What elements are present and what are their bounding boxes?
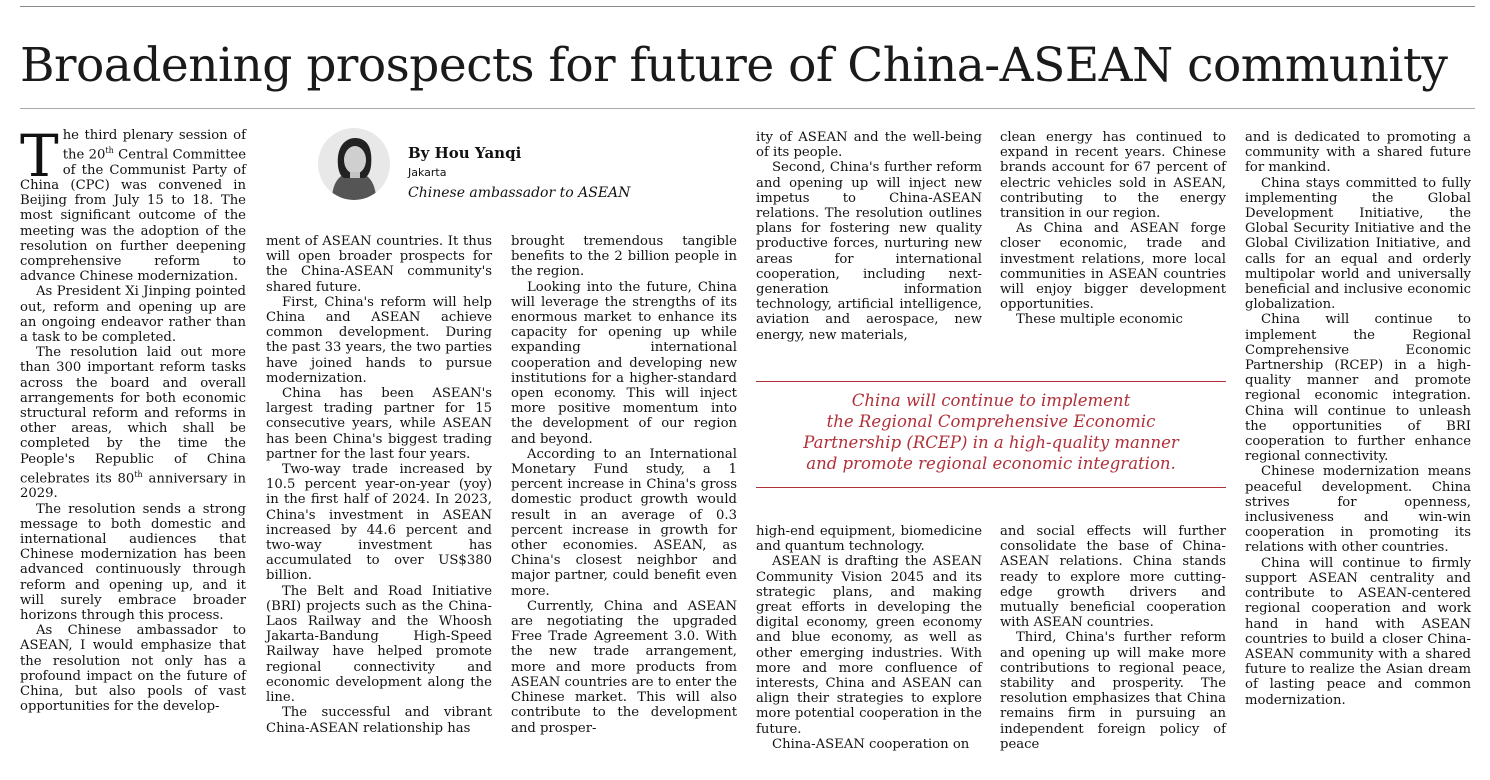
article-column-2 (266, 234, 492, 736)
byline (318, 128, 738, 223)
headline: Broadening prospects for future of China-ASEAN community (20, 38, 1448, 93)
pull-quote-line: and promote regional economic integration. (806, 454, 1176, 473)
paragraph: and social effects will further consolidate the base of China-ASEAN relations. China stands ready to explore more cutting-edge growth drivers and mutually beneficial cooperation with ASEAN countries. (1000, 524, 1226, 631)
pull-quote-line: China will continue to implement (851, 391, 1131, 410)
paragraph (20, 345, 246, 501)
pull-quote-rule-bottom (756, 487, 1226, 488)
pull-quote-line: the Regional Comprehensive Economic (826, 412, 1156, 431)
paragraph: As China and ASEAN forge closer economic, trade and investment relations, more local communities in ASEAN countries will enjoy bigger development opportunities. (1000, 221, 1226, 313)
paragraph: As President Xi Jinping pointed out, reform and opening up are an ongoing endeavor rather than a task to be completed. (20, 284, 246, 346)
top-rule (20, 6, 1475, 7)
article-column-4-bottom (756, 524, 982, 752)
paragraph: Currently, China and ASEAN are negotiating the upgraded Free Trade Agreement 3.0. With the new trade arrangement, more and more products from ASEAN countries are to enter the Chinese market. This will also contribute to the development and prosper- (511, 598, 737, 736)
paragraph: Second, China's further reform and opening up will inject new impetus to China-ASEAN relations. The resolution outlines plans for fostering new quality productive forces, nurturing new areas for international cooperation, including next-generation information technology, artificial intelligence, aviation and aerospace, new energy, new materials, (756, 160, 982, 343)
paragraph: As Chinese ambassador to ASEAN, I would emphasize that the resolution not only has a profound impact on the future of China, but also pools of vast opportunities for the develop- (20, 623, 246, 715)
paragraph: ity of ASEAN and the well-being of its people. (756, 130, 982, 161)
paragraph: ASEAN is drafting the ASEAN Community Vision 2045 and its strategic plans, and making great efforts in developing the digital economy, green economy and blue economy, as well as other emerging industries. With more and more confluence of interests, China and ASEAN can align their strategies to explore more potential cooperation in the future. (756, 554, 982, 737)
dateline-city: Jakarta (408, 166, 447, 179)
superscript: th (105, 146, 114, 156)
paragraph: China stays committed to fully implementing the Global Development Initiative, the Global Security Initiative and the Global Civilization Initiative, and calls for an equal and orderly multipolar world and universally beneficial and inclusive economic globalization. (1245, 175, 1471, 313)
article-column-4-top (756, 130, 982, 343)
superscript: th (134, 469, 143, 479)
article-column-5-top (1000, 130, 1226, 328)
paragraph: and is dedicated to promoting a community with a shared future for mankind. (1245, 130, 1471, 176)
text: he third plenary session of the 20 (62, 128, 246, 163)
paragraph: According to an International Monetary Fund study, a 1 percent increase in China's gross domestic product growth would result in an average of 0.3 percent increase in growth for other economies. ASEAN, as China's closest neighbor and major partner, could benefit even more. (511, 446, 737, 599)
paragraph: The Belt and Road Initiative (BRI) projects such as the China-Laos Railway and the Whoosh Jakarta-Bandung High-Speed Railway have helped promote regional connectivity and economic development along the line. (266, 583, 492, 706)
paragraph (20, 122, 246, 285)
paragraph: The successful and vibrant China-ASEAN relationship has (266, 705, 492, 736)
paragraph: clean energy has continued to expand in recent years. Chinese brands account for 67 percent of electric vehicles sold in ASEAN, contributing to the energy transition in our region. (1000, 130, 1226, 222)
author-portrait-icon (318, 128, 390, 200)
article-column-6 (1245, 130, 1471, 708)
paragraph: brought tremendous tangible benefits to the 2 billion people in the region. (511, 234, 737, 280)
paragraph: China-ASEAN cooperation on (772, 736, 970, 752)
pull-quote-rule-top (756, 381, 1226, 382)
dropcap: T (20, 122, 59, 190)
pull-quote-line: Partnership (RCEP) in a high-quality manner (803, 433, 1179, 452)
paragraph: Third, China's further reform and opening up will make more contributions to regional peace, stability and prosperity. The resolution emphasizes that China remains firm in pursuing an independent foreign policy of peace (1000, 630, 1226, 752)
paragraph: Two-way trade increased by 10.5 percent year-on-year (yoy) in the first half of 2024. In 2023, China's investment in ASEAN increased by 44.6 percent and two-way investment has accumulated to over US$380 billion. (266, 462, 492, 584)
article-column-1 (20, 122, 246, 715)
pull-quote (756, 390, 1226, 474)
paragraph: China will continue to firmly support ASEAN centrality and contribute to ASEAN-centered regional cooperation and work hand in hand with ASEAN countries to build a closer China-ASEAN community with a shared future to realize the Asian dream of lasting peace and common modernization. (1245, 555, 1471, 708)
paragraph: China has been ASEAN's largest trading partner for 15 consecutive years, while ASEAN has been China's biggest trading partner for the last four years. (266, 386, 492, 462)
author-name: By Hou Yanqi (408, 144, 522, 162)
headline-rule (20, 108, 1475, 109)
paragraph: Looking into the future, China will leverage the strengths of its enormous market to enhance its capacity for opening up while expanding international cooperation and developing new institutions for a higher-standard open economy. This will inject more positive momentum into the development of our region and beyond. (511, 279, 737, 447)
text: anniversary in 2029. (20, 471, 246, 502)
paragraph: Chinese modernization means peaceful development. China strives for openness, inclusiveness and win-win cooperation in promoting its relations with other countries. (1245, 464, 1471, 556)
paragraph: ment of ASEAN countries. It thus will open broader prospects for the China-ASEAN community's shared future. (266, 234, 492, 295)
paragraph: These multiple economic (1016, 312, 1183, 328)
author-role: Chinese ambassador to ASEAN (408, 185, 631, 201)
author-photo (318, 128, 390, 200)
paragraph: China will continue to implement the Regional Comprehensive Economic Partnership (RCEP) in a high-quality manner and promote regional economic integration. China will continue to unleash the opportunities of BRI cooperation to further enhance regional connectivity. (1245, 312, 1471, 465)
paragraph: First, China's reform will help China and ASEAN achieve common development. During the past 33 years, the two parties have joined hands to pursue modernization. (266, 294, 492, 386)
text: Central Committee of the Communist Party of China (CPC) was convened in Beijing from July 15 to 18. The most significant outcome of the meeting was the adoption of the resolution on further deepening comprehensive reform to advance Chinese modernization. (20, 147, 246, 285)
article-column-3 (511, 234, 737, 736)
text: The resolution laid out more than 300 important reform tasks across the board and overall arrangements for both economic structural reform and reforms in other areas, which shall be completed by the time the People's Republic of China celebrates its 80 (20, 345, 246, 487)
article-column-5-bottom (1000, 524, 1226, 752)
paragraph: high-end equipment, biomedicine and quantum technology. (756, 524, 982, 555)
paragraph: The resolution sends a strong message to both domestic and international audiences that Chinese modernization has been advanced continuously through reform and opening up, and it will surely embrace broader horizons through this process. (20, 501, 246, 624)
